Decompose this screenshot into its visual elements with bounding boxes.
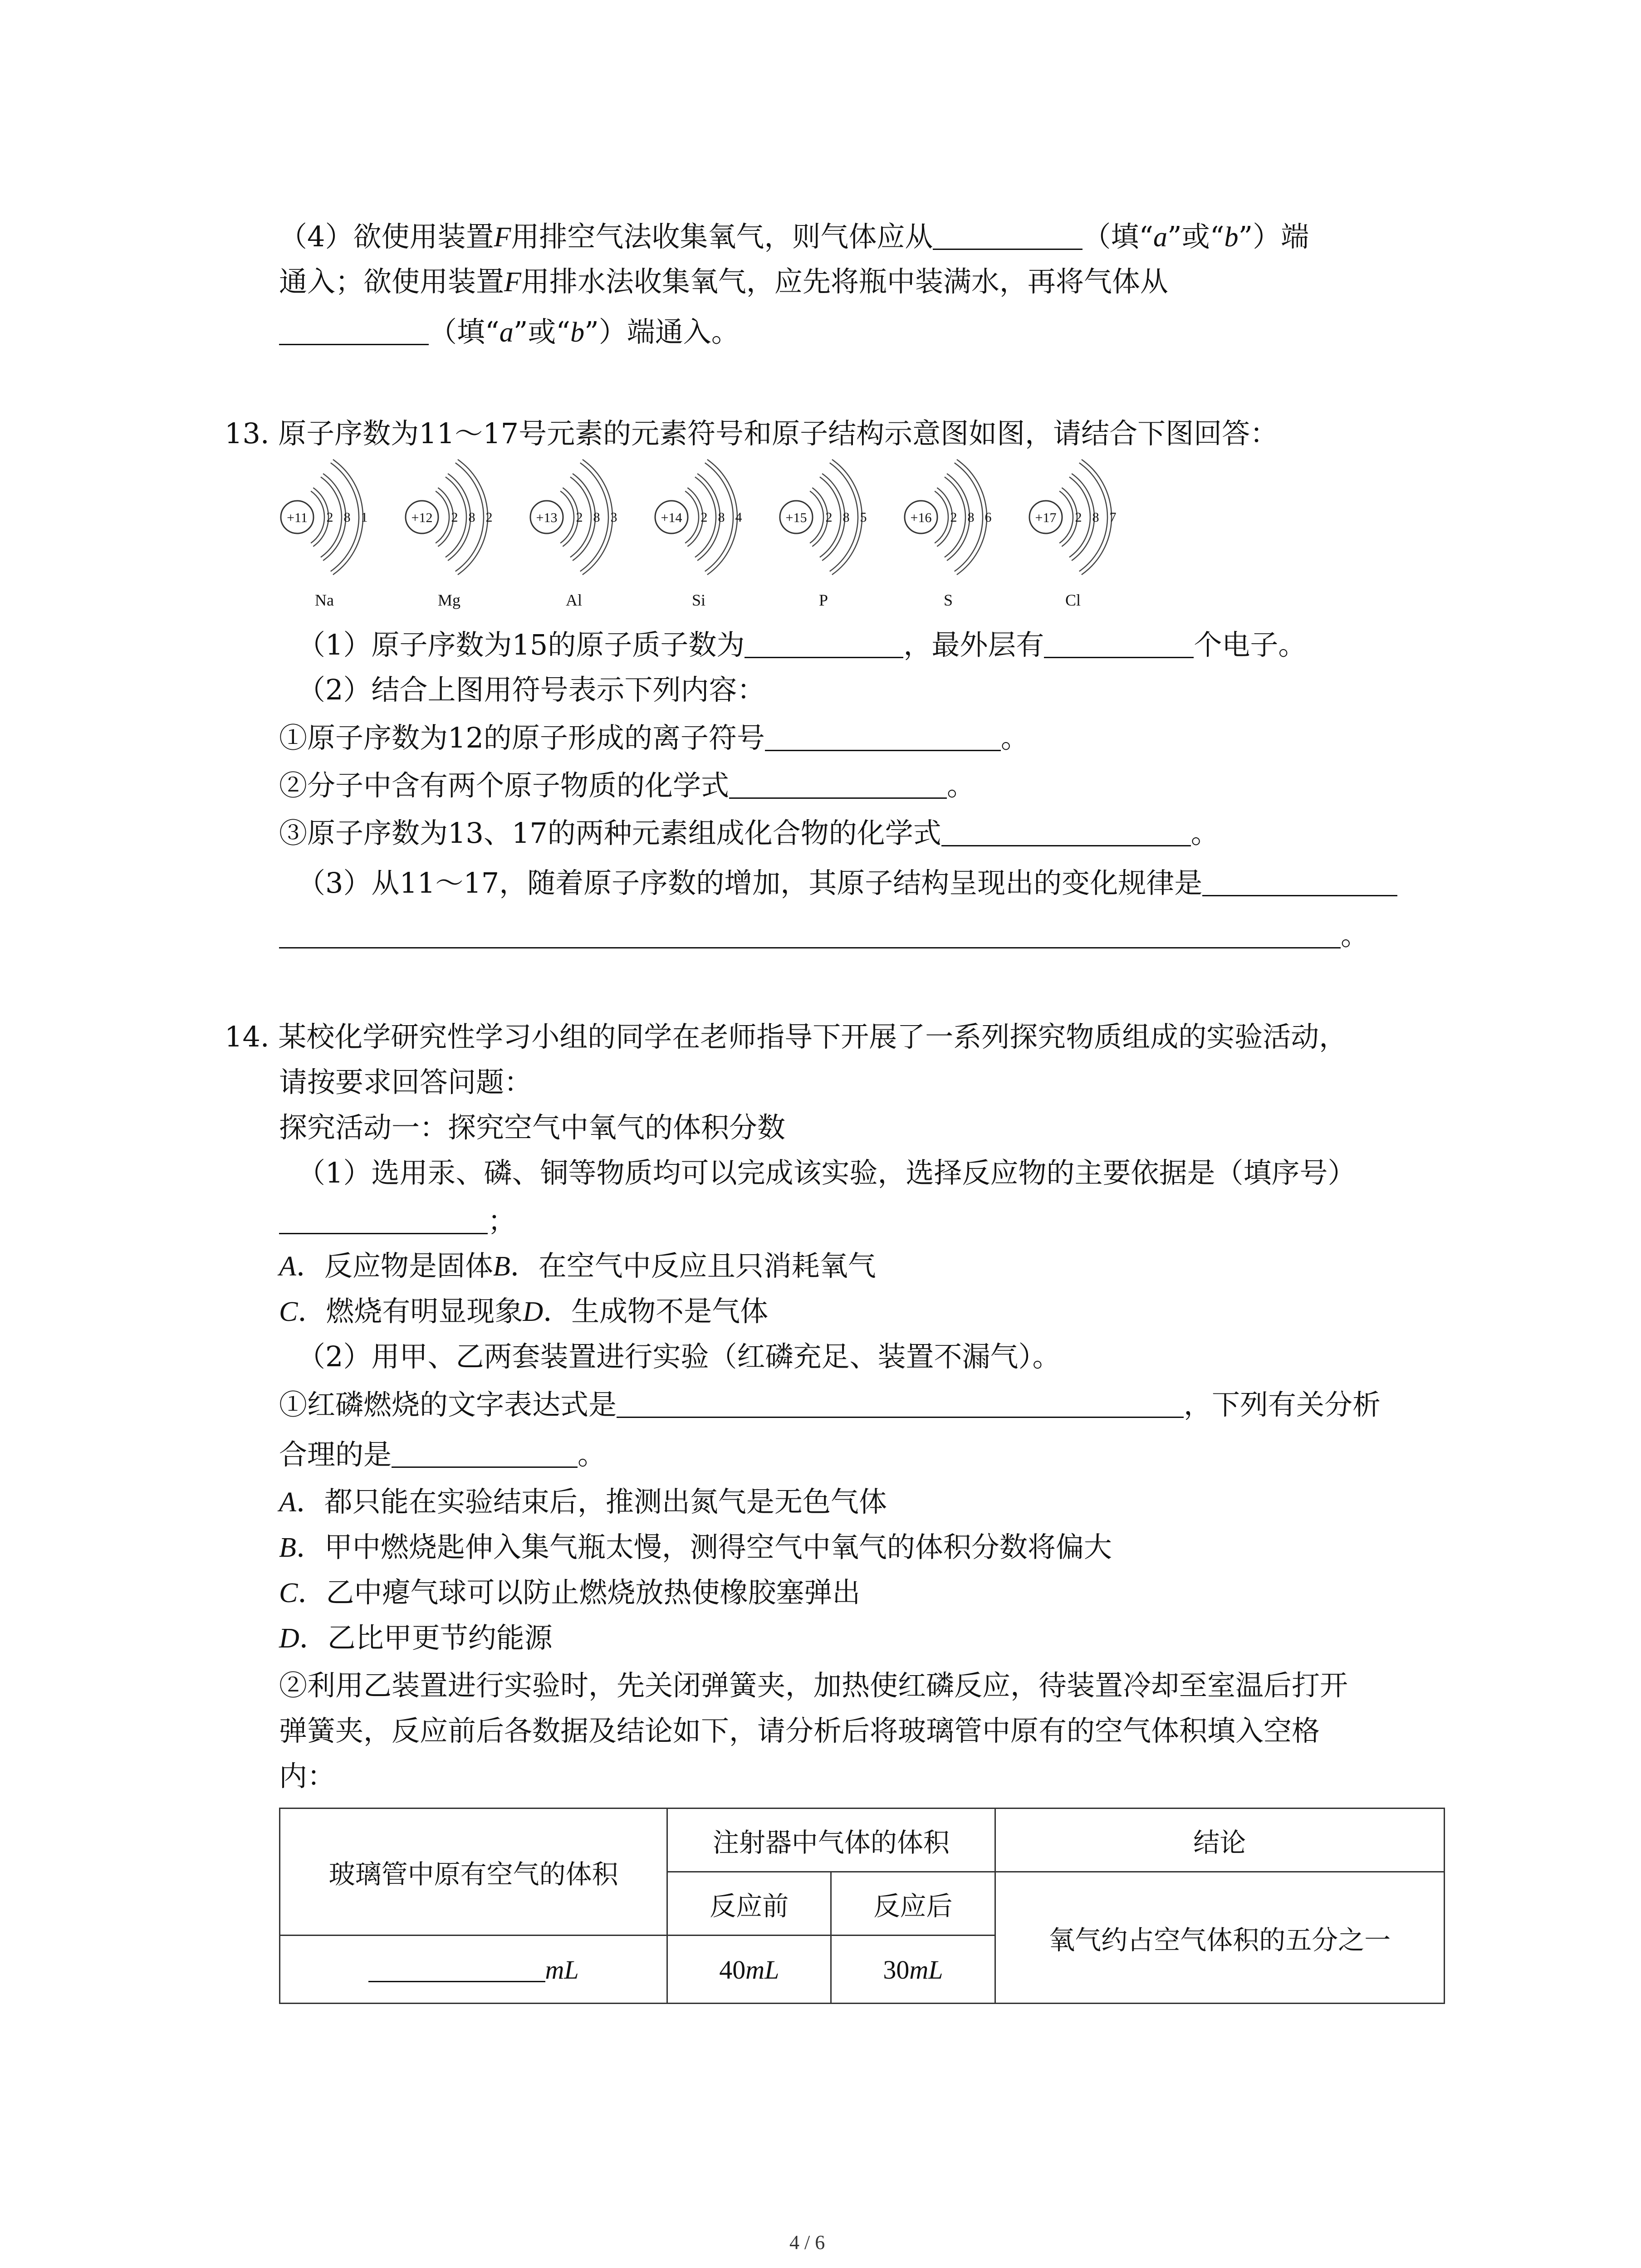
q12-4-line2: 通入；欲使用装置F用排水法收集氧气，应先将瓶中装满水，再将气体从 <box>279 265 1168 298</box>
shell-electron-count: 5 <box>860 510 867 525</box>
q13-stem: 13. 原子序数为11～17号元素的元素符号和原子结构示意图如图，请结合下图回答： <box>225 417 1279 450</box>
shell-electron-count: 8 <box>343 510 351 525</box>
shell-electron-count: 8 <box>593 510 600 525</box>
q14-option-a: A．都只能在实验结束后，推测出氮气是无色气体 <box>279 1485 887 1518</box>
nucleus-charge: +17 <box>1035 510 1057 525</box>
nucleus-charge: +15 <box>785 510 807 525</box>
shell-electron-count: 2 <box>1075 510 1082 525</box>
q13-part3-cont: 。 <box>279 921 1369 949</box>
shell-electron-count: 2 <box>950 510 957 525</box>
element-symbol: S <box>943 591 953 609</box>
shell-electron-count: 2 <box>576 510 583 525</box>
nucleus-charge: +14 <box>661 510 682 525</box>
answer-blank[interactable] <box>765 723 1001 751</box>
nucleus-charge: +12 <box>411 510 433 525</box>
element-symbol: P <box>818 591 828 609</box>
shell-electron-count: 4 <box>735 510 742 525</box>
atom-diagram <box>1029 459 1117 609</box>
q12-4-line1: （4）欲使用装置F用排空气法收集氧气，则气体应从 （填“a”或“b”）端 <box>279 220 1309 253</box>
shell-electron-count: 8 <box>718 510 725 525</box>
q13-part1: （1）原子序数为15的原子质子数为 ，最外层有 个电子。 <box>297 628 1307 661</box>
q14-part2-2-line2: 弹簧夹，反应前后各数据及结论如下，请分析后将玻璃管中原有的空气体积填入空格 <box>279 1714 1320 1747</box>
q14-part1: （1）选用汞、磷、铜等物质均可以完成该实验，选择反应物的主要依据是（填序号） <box>297 1156 1356 1189</box>
experiment-data-table <box>279 1808 1445 2004</box>
q13-part2: （2）结合上图用符号表示下列内容： <box>297 673 765 706</box>
cell-before: 40mL <box>667 1936 831 2004</box>
element-symbol: Na <box>315 591 334 609</box>
atom-diagram <box>530 459 617 609</box>
nucleus-charge: +16 <box>910 510 932 525</box>
q14-option-b: B．甲中燃烧匙伸入集气瓶太慢，测得空气中氧气的体积分数将偏大 <box>279 1530 1112 1564</box>
answer-blank[interactable] <box>933 222 1083 250</box>
atom-diagram <box>281 459 368 609</box>
answer-blank[interactable] <box>279 318 429 345</box>
answer-blank[interactable] <box>279 1207 488 1234</box>
q14-part2: （2）用甲、乙两套装置进行实验（红磷充足、装置不漏气）。 <box>297 1340 1061 1373</box>
answer-blank[interactable] <box>1202 869 1397 896</box>
shell-electron-count: 8 <box>843 510 850 525</box>
answer-blank[interactable] <box>279 921 1341 948</box>
answer-blank[interactable] <box>368 1955 545 1982</box>
q14-options-cd: C．燃烧有明显现象D．生成物不是气体 <box>279 1295 769 1328</box>
answer-blank[interactable] <box>1044 631 1194 658</box>
shell-electron-count: 7 <box>1109 510 1117 525</box>
header-before: 反应前 <box>667 1872 831 1936</box>
element-symbol: Al <box>566 591 582 609</box>
page-number: 4 / 6 <box>789 2231 825 2253</box>
shell-electron-count: 2 <box>485 510 493 525</box>
shell-electron-count: 6 <box>985 510 992 525</box>
q14-part2-2-line3: 内： <box>279 1760 336 1793</box>
q13-part2-3: ③原子序数为13、17的两种元素组成化合物的化学式 。 <box>279 816 1219 850</box>
q14-option-d: D．乙比甲更节约能源 <box>279 1621 553 1654</box>
cell-air-volume: mL <box>280 1936 667 2004</box>
q14-part2-1: ①红磷燃烧的文字表达式是 ，下列有关分析 <box>279 1388 1381 1421</box>
answer-blank[interactable] <box>617 1390 1184 1418</box>
atomic-structure-diagrams <box>272 449 1134 631</box>
header-air-volume: 玻璃管中原有空气的体积 <box>280 1809 667 1936</box>
q12-4-line3: （填“a”或“b”）端通入。 <box>279 318 740 347</box>
shell-electron-count: 8 <box>967 510 975 525</box>
nucleus-charge: +13 <box>536 510 558 525</box>
atom-diagram <box>655 459 742 609</box>
q14-part2-1-cont: 合理的是 。 <box>279 1438 606 1471</box>
q14-part1-blank: ； <box>279 1207 516 1235</box>
q14-options-ab: A．反应物是固体B．在空气中反应且只消耗氧气 <box>279 1249 876 1282</box>
q14-stem-line1: 14. 某校化学研究性学习小组的同学在老师指导下开展了一系列探究物质组成的实验活动， <box>225 1020 1347 1053</box>
q14-activity1: 探究活动一：探究空气中氧气的体积分数 <box>279 1111 786 1144</box>
shell-electron-count: 3 <box>610 510 617 525</box>
atom-diagram <box>905 459 992 609</box>
answer-blank[interactable] <box>941 819 1191 846</box>
cell-after: 30mL <box>831 1936 995 2004</box>
nucleus-charge: +11 <box>287 510 308 525</box>
answer-blank[interactable] <box>745 631 903 658</box>
element-symbol: Cl <box>1065 591 1081 609</box>
q13-part2-2: ②分子中含有两个原子物质的化学式 。 <box>279 769 975 802</box>
shell-electron-count: 2 <box>700 510 708 525</box>
atom-diagram <box>780 459 867 609</box>
q13-part2-1: ①原子序数为12的原子形成的离子符号 。 <box>279 721 1029 754</box>
q14-stem-line2: 请按要求回答问题： <box>279 1066 533 1099</box>
q14-option-c: C．乙中瘪气球可以防止燃烧放热使橡胶塞弹出 <box>279 1576 861 1609</box>
shell-electron-count: 1 <box>361 510 368 525</box>
shell-electron-count: 8 <box>468 510 475 525</box>
element-symbol: Si <box>691 591 706 609</box>
shell-electron-count: 8 <box>1092 510 1099 525</box>
shell-electron-count: 2 <box>825 510 833 525</box>
q13-part3: （3）从11～17，随着原子序数的增加，其原子结构呈现出的变化规律是 <box>297 869 1397 897</box>
header-conclusion: 结论 <box>995 1809 1444 1872</box>
shell-electron-count: 2 <box>326 510 333 525</box>
answer-blank[interactable] <box>392 1440 578 1468</box>
shell-electron-count: 2 <box>451 510 458 525</box>
answer-blank[interactable] <box>729 771 947 799</box>
cell-conclusion: 氧气约占空气体积的五分之一 <box>995 1872 1444 2004</box>
header-after: 反应后 <box>831 1872 995 1936</box>
header-syringe-volume: 注射器中气体的体积 <box>667 1809 995 1872</box>
element-symbol: Mg <box>437 591 461 609</box>
atom-diagram <box>406 459 493 609</box>
q14-part2-2-line1: ②利用乙装置进行实验时，先关闭弹簧夹，加热使红磷反应，待装置冷却至室温后打开 <box>279 1669 1348 1702</box>
